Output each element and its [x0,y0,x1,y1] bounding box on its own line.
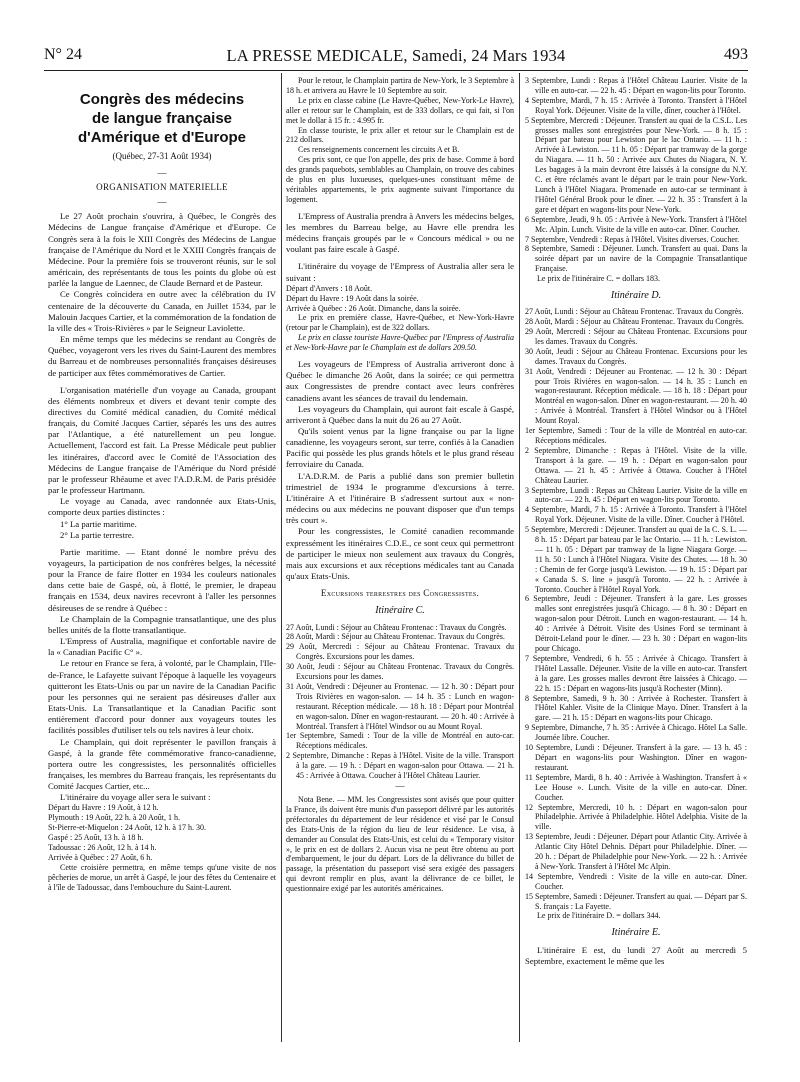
list-item: 1er Septembre, Samedi : Tour de la ville de Montréal en auto-car. Réceptions médicales. [525,426,747,445]
list-item: 29 Août, Mercredi : Séjour au Château Frontenac. Excursions pour les dames. Travaux du Congrès. [525,327,747,346]
list-item: 27 Août, Lundi : Séjour au Château Frontenac : Travaux du Congrès. [286,622,507,632]
paragraph: Ces prix sont, ce que l'on appelle, des prix de base. Comme à bord des grands paquebots, semblables au Champlain, on trouve des cabines de plus en plus luxueuses, quelques-unes constituant même de véritables appartements, le prix augmente suivant l'importance du logement. [286,155,514,204]
schedule-list [48,803,276,862]
list-item: Départ du Havre : 19 Août dans la soirée. [286,293,419,303]
list-item: 15 Septembre, Samedi : Déjeuner. Transfert au quai. — Départ par S. S. français : La Fayette. [525,891,747,911]
paragraph: L'Empress of Australia, magnifique et confortable navire de la « Canadian Pacific C° ». [48,636,276,658]
list-item: 30 Août, Jeudi : Séjour au Château Frontenac. Excursions pour les dames. Travaux du Congrès. [525,346,747,366]
list-item: 10 Septembre, Lundi : Déjeuner. Transfert à la gare. — 13 h. 45 : Départ en wagons-lits pour Washington. Dîner en wagon-restaurant. [525,743,747,772]
paragraph: L'A.D.R.M. de Paris a publié dans son premier bulletin trimestriel de 1934 le programme d'excursions à terre. L'itinéraire A et l'itinéraire B s'adressent surtout aux « non-médecins ou aux médecins ne pouvant disposer que d'un temps très court ». [286,470,514,526]
list-item: 1er Septembre, Samedi : Tour de la ville de Montréal en auto-car. Réceptions médicales. [286,731,514,751]
itinerary-d-title: Itinéraire D. [610,290,662,302]
paragraph: L'itinéraire E est, du lundi 27 Août au mercredi 5 Septembre, exactement le même que les [525,944,747,966]
excursions-heading: Excursions terrestres des Congressistes. [320,588,480,599]
column-divider [519,73,520,1042]
itinerary-c-continued [525,76,747,274]
paragraph: Pour le retour, le Champlain partira de New-York, le 3 Septembre à 18 h. et arrivera au Havre le 10 Septembre au soir. [286,76,514,95]
list-item: Gaspé : 25 Août, 13 h. à 18 h. [48,833,144,843]
dateline: (Québec, 27-31 Août 1934) [112,151,212,161]
list-item: 3 Septembre, Lundi : Repas au Château Laurier. Visite de la ville en auto-car. — 22 h. 45 : Départ en wagon-lits pour Toronto. [525,485,747,505]
list-item: 6 Septembre, Jeudi, 9 h. 05 : Arrivée à New-York. Transfert à l'Hôtel Mc. Alpin. Lunch. Visite de la ville en auto-car. Dîner. Coucher. [525,214,747,234]
article-title [48,90,276,147]
running-header [44,46,748,70]
paragraph: L'organisation matérielle d'un voyage au Canada, groupant des éléments nombreux et divers et devant tenir compte des directives du Comité médical canadien, du Comité médical français, du Comité Jacques Cartier, séparés les uns des autres par l'Atlantique, a été naturellement un peu longue. Actuellement, l'accord est fait. La Presse Médicale peut publier les itinéraires, d'accord avec le Comité de l'Association des Médecins de Langue française de l'Amérique du Nord présidé par le professeur Rhéaume et avec l'A.D.R.M. de Paris présidée par le professeur Hartmann. [48,384,276,496]
list-item: 3 Septembre, Lundi : Repas à l'Hôtel Château Laurier. Visite de la ville en auto-car. — 22 h. 45 : Départ en wagon-lits pour Toronto. [525,76,747,95]
paragraph: 2° La partie terrestre. [60,529,134,540]
list-item: 31 Août, Vendredi : Déjeuner au Frontenac. — 12 h. 30 : Départ pour Trois Rivières en wagon-salon. — 14 h. 35 : Lunch en wagon-restaurant. Réception médicale. — 18 h. 18 : Départ pour Montréal en wagon-salon. Dîner en wagon-restaurant. — 20 h. 40 : Arrivée à Montréal. Transfert à l'Hôtel Windsor ou à l'Hôtel Mount Royal. [525,366,747,426]
list-item: Plymouth : 19 Août, 22 h. à 20 Août, 1 h. [48,813,181,823]
list-item: 9 Septembre, Dimanche, 7 h. 35 : Arrivée à Chicago. Hôtel La Salle. Journée libre. Coucher. [525,723,747,743]
itinerary-c-title: Itinéraire C. [375,605,425,617]
header-rule [44,70,748,71]
list-item: 27 Août, Lundi : Séjour au Château Frontenac. Travaux du Congrès. [525,307,744,317]
itinerary-c-list [286,623,514,782]
list-item: 8 Septembre, Samedi, 9 h. 30 : Arrivée à Rochester. Transfert à l'Hôtel Kahler. Visite de la Clinique Mayo. Dîner. Transfert à la gare. — 21 h. 15 : Départ en wagons-lits pour Chicago. [525,693,747,723]
list-item: 30 Août, Jeudi : Séjour au Château Frontenac. Travaux du Congrès. Excursions pour les dames. [286,662,514,682]
nota-bene: Nota Bene. — MM. les Congressistes sont avisés que pour quitter la France, ils doivent être munis d'un passeport délivré par les autorités préfectorales du département de leur résidence et visé par le Consul des Etats-Unis de la région du lieu de leur résidence. Le visa, à demander au Consulat des Etats-Unis, est celui du « Temporary visitor », le prix en est de dollars 2. Aucun visa ne peut être obtenu au port d'embarquement, le jour du départ. Lors de la délivrance du billet de passage, la présentation du passeport visé sera exigée des passagers qui devront remplir en plus, avant la délivrance de ce billet, le questionnaire exigé par les autorités américaines. [286,795,514,894]
list-item: 29 Août, Mercredi : Séjour au Château Frontenac. Travaux du Congrès. Excursions pour les dames. [286,642,514,662]
issue-number: N° 24 [44,46,82,63]
paragraph: En même temps que les médecins se rendant au Congrès de Québec, voyageront vers les rives du Saint-Laurent des membres du Barreau et de nombreuses personnalités françaises désireuses de participer aux fêtes commémoratives de Cartier. [48,334,276,378]
paragraph: Le 27 Août prochain s'ouvrira, à Québec, le Congrès des Médecins de Langue française d'Amérique et d'Europe. Ce Congrès sera à la fois le XIII Congrès des Médecins de Langue française de l'Amérique du Nord et le XXIII Congrès français de Médecine. Pour la première fois se trouveront réunis, sur le sol américain, des représentants de tous les points du globe où est parlée la langue de Laennec, de Claude Bernard et de Pasteur. [48,211,276,289]
paragraph: Pour les congressistes, le Comité canadien recommande expressément les itinéraires C.D.E., ce sont ceux qui permettront de participer le mieux non seulement aux travaux du Congrès, mais aux excursions et aux réceptions médicales tant au Canada qu'aux Etats-Unis. [286,526,514,582]
list-item: Tadoussac : 26 Août, 12 h. à 14 h. [48,843,157,853]
title-line: Congrès des médecins [79,91,245,108]
paragraph: Le Champlain de la Compagnie transatlantique, une des plus belles unités de la flotte transatlantique. [48,613,276,635]
list-item: Départ d'Anvers : 18 Août. [286,283,373,293]
list-item: 5 Septembre, Mercredi : Déjeuner. Transfert au quai de la C. S. L. — 8 h. 15 : Départ par bateau par le lac Ontario. — 11 h. : Lewiston. — 11 h. 05 : Départ par tramway de la ligne Niagara Gorge. — 11 h. 50 : Lunch à l'Hôtel Niagara. Visite des Chutes. — 18 h. 30 : Chemin de fer Gorge jusqu'à Lewiston. — 19 h. 15 : Départ par « Canada S. S. line » jusqu'à Toronto. — 22 h. : Arrivée à Toronto. Coucher à l'Hôtel Royal York. [525,525,747,594]
paragraph: L'itinéraire du voyage de l'Empress of Australia aller sera le suivant : [286,261,514,283]
list-item: 8 Septembre, Samedi : Déjeuner. Lunch. Transfert au quai. Dans la soirée départ par un navire de la Compagnie Transatlantique Française. [525,244,747,274]
column-3 [525,76,747,967]
note: Cette croisière permettra, en même temps qu'une visite de nos pêcheries de morue, un arrêt à Gaspé, le jour des fêtes du Centenaire et à l'île de Tadoussac, dans l'embouchure du Saint-Laurent. [48,862,276,892]
itinerary-d-list [525,307,747,911]
separator: — [395,781,405,791]
price-line: Le prix de l'itinéraire D. = dollars 344. [537,911,661,921]
itinerary-e-title: Itinéraire E. [611,927,661,939]
paragraph: L'itinéraire du voyage aller sera le suivant : [60,792,211,803]
schedule-list [286,284,514,314]
paragraph: Le Champlain, qui doit représenter le pavillon français à Gaspé, à la grande fête commémorative franco-canadienne, portera outre les congressistes, les personnalités officielles françaises, les membres du Barreau français, les représentants du Comité Jacques Cartier, etc... [48,736,276,792]
paragraph: Le prix en classe cabine (Le Havre-Québec, New-York-Le Havre), aller et retour sur le Champlain, est de 333 dollars, ce qui fait, si l'on met le dollar à 15 fr. : 4.995 fr. [286,95,514,125]
column-2 [286,76,514,894]
list-item: Départ du Havre : 19 Août, à 12 h. [48,803,159,813]
list-item: Arrivée à Québec : 27 Août, 6 h. [48,852,153,862]
list-item: 4 Septembre, Mardi, 7 h. 15 : Arrivée à Toronto. Transfert à l'Hôtel Royal York. Déjeuner. Visite de la ville, dîner, coucher à l'Hôtel. [525,95,747,115]
column-1 [48,90,276,893]
list-item: St-Pierre-et-Miquelon : 24 Août, 12 h. à 17 h. 30. [48,823,206,833]
paragraph: L'Empress of Australia prendra à Anvers les médecins belges, les membres du Barreau belge, au Havre elle prendra les médecins français groupés par le « Concours médical » ou ne voulant pas faire escale à Gaspé. [286,210,514,255]
price-note: Le prix en classe touriste Havre-Québec par l'Empress of Australia et New-York-Havre par le Champlain est de dollars 209.50. [286,333,514,353]
paragraph: 1° La partie maritime. [60,518,137,529]
list-item: 28 Août, Mardi : Séjour au Château Frontenac. Travaux du Congrès. [286,632,505,642]
price-note: Le prix en première classe, Havre-Québec, et New-York-Havre (retour par le Champlain), est de 322 dollars. [286,313,514,333]
list-item: 6 Septembre, Jeudi : Déjeuner. Transfert à la gare. Les grosses malles sont enregistrées jusqu'à Chicago. — 8 h. 30 : Départ en wagon-salon pour Détroit. Lunch en wagon-restaurant. — 14 h. 40 : Arrivée à Détroit. Visite des Usines Ford se terminant à Détroit-Leland pour le dîner. — 23 h. 30 : Départ en wagon-lits pour Chicago. [525,594,747,653]
list-item: 31 Août, Vendredi : Déjeuner au Frontenac. — 12 h. 30 : Départ pour Trois Rivières en wagon-salon. — 14 h. 35 : Lunch en wagon-restaurant. Réception médicale. — 18 h. 18 : Départ pour Montréal en wagon-salon. Dîner en wagon-restaurant. — 20 h. 40 : Arrivée à Montréal. Transfert à l'Hôtel Windsor ou au Mount Royal. [286,681,514,731]
paragraph: Ce Congrès coïncidera en outre avec la célébration du IV centenaire de la découverte du Canada, en Juillet 1534, par le Malouin Jacques Cartier, et la commémoration de la fondation de la ville des « Trois-Rivières » par le Seigneur Laviolette. [48,289,276,333]
list-item: 7 Septembre, Vendredi, 6 h. 55 : Arrivée à Chicago. Transfert à l'Hôtel Lassalle. Déjeuner. Visite de la ville en auto-car. Transfert à la gare. Les grosses malles devront être laissées à Chicago. — 22 h. 15 : Départ en wagons-lits jusqu'à Rochester (Minn). [525,653,747,693]
list-item: Arrivée à Québec : 26 Août. Dimanche, dans la soirée. [286,303,461,313]
paragraph: Ces renseignements concernent les circuits A et B. [298,145,460,155]
paragraph: Les voyageurs du Champlain, qui auront fait escale à Gaspé, arriveront à Québec dans la nuit du 26 au 27 Août. [286,403,514,425]
section-heading: ORGANISATION MATERIELLE [96,182,228,193]
title-line: d'Amérique et d'Europe [78,129,246,146]
title-line: de langue française [91,110,233,127]
paragraph: Le retour en France se fera, à volonté, par le Champlain, l'Ile-de-France, le Lafayette suivant l'époque à laquelle les voyageurs quitteront les Etats-Unis ou par un navire de la Canadian Pacific pour les personnes qui ne seraient pas désireuses d'aller aux Etats-Unis. La Transatlantique et la Canadian Pacific sont entièrement d'accord pour donner aux voyageurs toutes les facilités possibles d'utiliser tels ou tels navires à leur choix. [48,658,276,736]
price-line: Le prix de l'itinéraire C. = dollars 183. [537,274,661,284]
list-item: 2 Septembre, Dimanche : Repas à l'Hôtel. Visite de la ville. Transport à la gare. — 19 h. : Départ en wagon-salon pour Ottawa. — 21 h. 45 : Arrivée à Ottawa. Coucher à l'Hôtel Château Laurier. [525,445,747,485]
list-item: 7 Septembre, Vendredi : Repas à l'Hôtel. Visites diverses. Coucher. [525,234,740,244]
page-number: 493 [724,46,748,63]
list-item: 28 Août, Mardi : Séjour au Château Frontenac. Travaux du Congrès. [525,317,744,327]
list-item: 11 Septembre, Mardi, 8 h. 40 : Arrivée à Washington. Transfert à « Lee House ». Lunch. Visite de la ville en auto-car. Dîner. Coucher. [525,772,747,802]
paragraph: En classe touriste, le prix aller et retour sur le Champlain est de 212 dollars. [286,125,514,145]
paragraph: Le voyage au Canada, avec randonnée aux Etats-Unis, comporte deux parties distinctes : [48,496,276,518]
list-item: 4 Septembre, Mardi, 7 h. 15 : Arrivée à Toronto. Transfert à l'Hôtel Royal York. Déjeuner. Visite de la ville. Dîner. Coucher à l'Hôtel. [525,505,747,525]
list-item: 13 Septembre, Jeudi : Déjeuner. Départ pour Atlantic City. Arrivée à Atlantic City Hôtel Dehnis. Départ pour Philadelphie. Dîner. — 20 h. : Départ de Philadelphie pour New-York. — 22 h. : Arrivée à New-York. Transfert à l'Hôtel Mc Alpin. [525,832,747,871]
paragraph: Les voyageurs de l'Empress of Australia arriveront donc à Québec le dimanche 26 Août, dans la soirée; ce qui permettra aux Congressistes de prendre contact avec leurs confrères canadiens avant les séances de travail du lendemain. [286,359,514,403]
list-item: 12 Septembre, Mercredi, 10 h. : Départ en wagon-salon pour Philadelphie. Arrivée à Philadelphie. Hôtel Adelphia. Visite de la ville. [525,802,747,832]
separator: — [157,197,167,208]
list-item: 14 Septembre, Vendredi : Visite de la ville en auto-car. Dîner. Coucher. [525,871,747,891]
list-item: 2 Septembre, Dimanche : Repas à l'Hôtel. Visite de la ville. Transport à la gare. — 19 h. : Départ en wagon-salon pour Ottawa. — 21 h. 45 : Arrivée à Ottawa. Coucher à l'Hôtel Château Laurier. [286,751,514,781]
separator: — [157,168,167,179]
journal-title: LA PRESSE MEDICALE, Samedi, 24 Mars 1934 [226,46,566,65]
list-item: 5 Septembre, Mercredi : Déjeuner. Transfert au quai de la C.S.L. Les grosses malles sont enregistrées pour New-York. — 8 h. 15 : Départ par bateau pour Lewiston par le lac Ontario. — 11 h. : Arrivée à Lewiston. — 11 h. 05 : Départ par tramway de la gorge du Niagara. — 11 h. 50 : Arrivée aux Chutes du Niagara, N. Y. Les bagages à la main devront être laissés à la consigne du N.Y. C. et être réclamés avant le départ par le train pour New-York. Lunch à l'Hôtel Niagara. Promenade en auto-car se terminant à l'Hôtel Général Brook pour le dîner. — 22 h. 35 : Transfert à la gare et départ en wagons-lits pour New-York. [525,115,747,214]
paragraph: Partie maritime. — Etant donné le nombre prévu des voyageurs, la participation de nos confrères belges, la nécessité pour la France de faire flotter en 1934 les couleurs nationales dans cette baie de Gaspé, où, à flotté, le premier, le drapeau français en 1534, deux navires recevront à l'aller les personnes désireuses de se rendre à Québec : [48,546,276,613]
paragraph: Qu'ils soient venus par la ligne française ou par la ligne canadienne, les voyageurs seront, sur terre, confiés à la Canadien Pacific qui possède les plus grands hôtels et le plus grand réseau ferroviaire du Canada. [286,426,514,470]
column-divider [281,73,282,1042]
